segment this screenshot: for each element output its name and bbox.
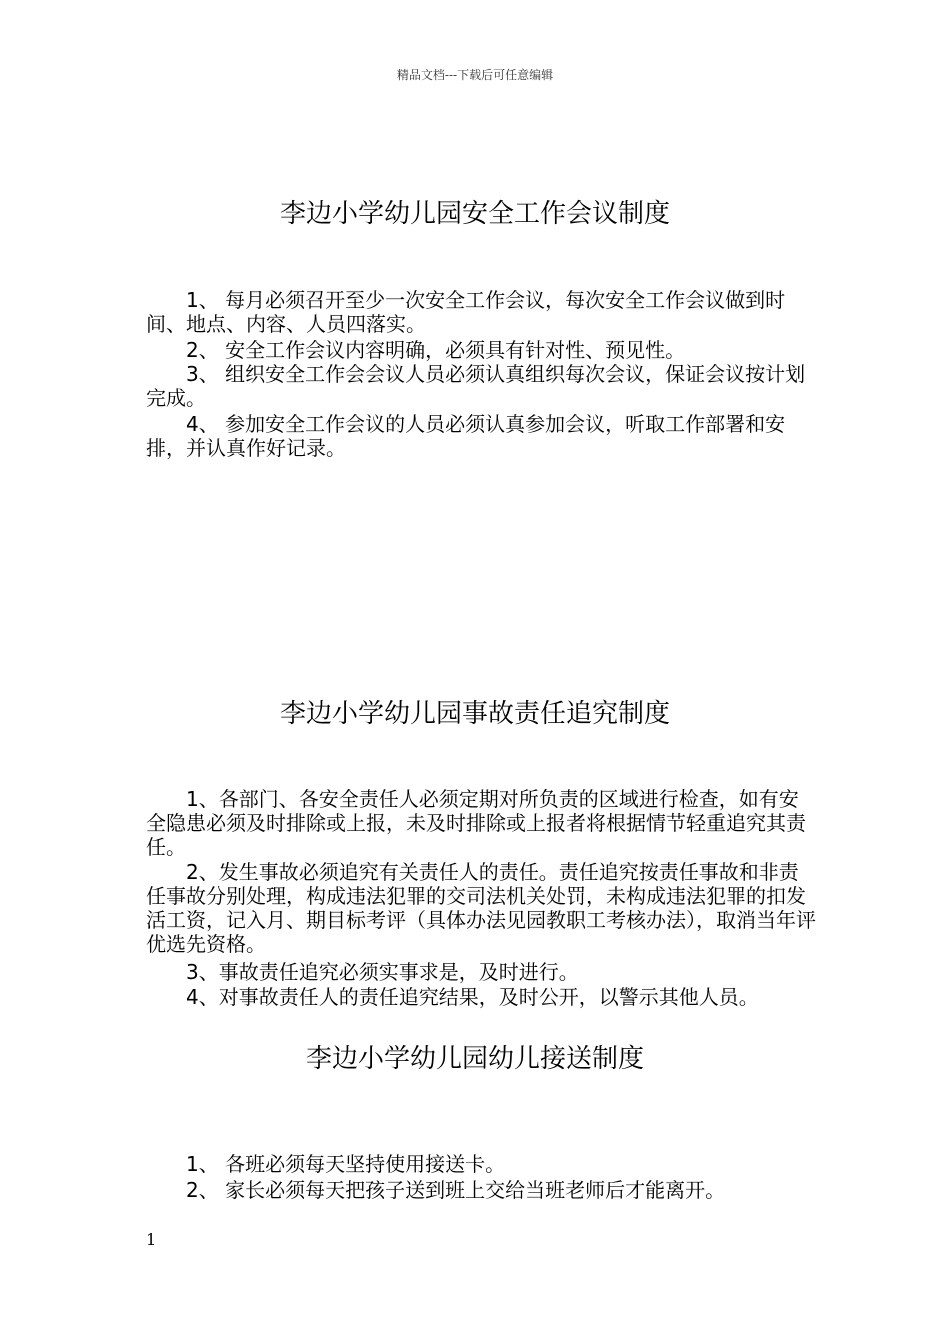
page-number: 1 bbox=[146, 1230, 157, 1249]
section-title-accountability: 李边小学幼儿园事故责任追究制度 bbox=[279, 699, 670, 729]
meeting-item-1: 1、 每月必须召开至少一次安全工作会议，每次安全工作会议做到时间、地点、内容、人员四落实。 bbox=[146, 288, 786, 336]
header-note: 精品文档---下载后可任意编辑 bbox=[396, 68, 554, 82]
accountability-item-1: 1、各部门、各安全责任人必须定期对所负责的区域进行检查，如有安全隐患必须及时排除或上报，未及时排除或上报者将根据情节轻重追究其责任。 bbox=[146, 787, 806, 859]
meeting-item-4: 4、 参加安全工作会议的人员必须认真参加会议，听取工作部署和安排，并认真作好记录。 bbox=[146, 412, 786, 460]
section-title-meeting: 李边小学幼儿园安全工作会议制度 bbox=[279, 199, 670, 229]
meeting-item-2: 2、 安全工作会议内容明确，必须具有针对性、预见性。 bbox=[186, 338, 686, 362]
section-title-pickup: 李边小学幼儿园幼儿接送制度 bbox=[305, 1044, 644, 1074]
meeting-item-3: 3、 组织安全工作会会议人员必须认真组织每次会议，保证会议按计划完成。 bbox=[146, 362, 806, 410]
pickup-item-1: 1、 各班必须每天坚持使用接送卡。 bbox=[186, 1152, 506, 1176]
accountability-item-4: 4、对事故责任人的责任追究结果，及时公开，以警示其他人员。 bbox=[186, 985, 759, 1009]
accountability-item-2: 2、发生事故必须追究有关责任人的责任。责任追究按责任事故和非责任事故分别处理，构成违法犯罪的交司法机关处罚，未构成违法犯罪的扣发活工资，记入月、期目标考评（具体办法见园教职工考核办法），取消当年评优选先资格。 bbox=[146, 860, 816, 956]
pickup-item-2: 2、 家长必须每天把孩子送到班上交给当班老师后才能离开。 bbox=[186, 1178, 726, 1202]
accountability-item-3: 3、事故责任追究必须实事求是，及时进行。 bbox=[186, 960, 579, 984]
